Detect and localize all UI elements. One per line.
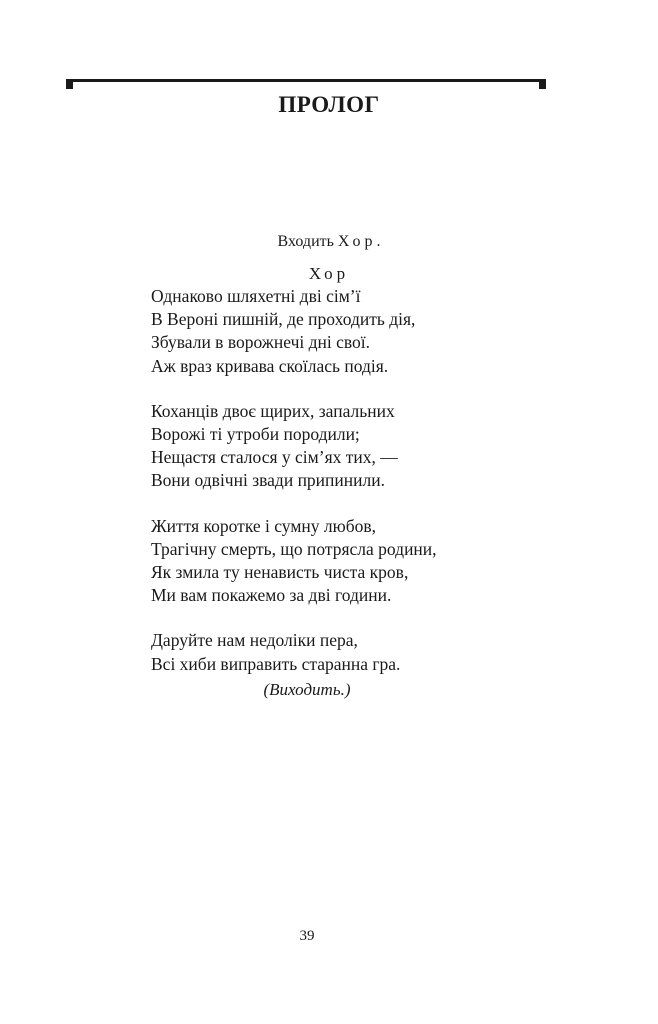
poem-line: Коханців двоє щирих, запальних <box>151 400 395 421</box>
page-number: 39 <box>299 928 315 944</box>
poem-line: В Вероні пишній, де проходить дія, <box>151 309 416 330</box>
poem-line: Ворожі ті утроби породили; <box>151 424 360 445</box>
stanza <box>151 400 437 493</box>
exit-stage-direction: (Виходить.) <box>263 680 351 699</box>
stage-direction <box>0 233 658 251</box>
stanza <box>151 515 437 608</box>
poem-line: Всі хиби виправить старанна гра. <box>151 653 401 674</box>
stage-direction-period: . <box>376 233 381 250</box>
poem-line: Як змила ту ненависть чиста кров, <box>151 562 409 583</box>
poem-line: Трагічну смерть, що потрясла родини, <box>151 538 437 559</box>
poem-line: Нещастя сталося у сім’ях тих, — <box>151 447 398 468</box>
stage-direction-character: Хор <box>337 233 377 250</box>
poem-line: Збували в ворожнечі дні свої. <box>151 332 371 353</box>
header-rule <box>66 79 546 82</box>
poem-line: Даруйте нам недоліки пера, <box>151 630 358 651</box>
poem-line: Однаково шляхетні дві сім’ї <box>151 286 361 306</box>
page-title: ПРОЛОГ <box>278 92 380 117</box>
stage-direction-verb: Входить <box>277 233 334 250</box>
header-ornament-left <box>66 82 73 89</box>
poem-line: Вони одвічні звади припинили. <box>151 470 385 491</box>
poem-line: Життя коротке і сумну любов, <box>151 515 376 536</box>
poem-line: Ми вам покажемо за дві години. <box>151 585 392 606</box>
header-ornament-right <box>539 82 546 89</box>
poem-line: Аж враз кривава скоїлась подія. <box>151 355 389 376</box>
speaker-name: Хор <box>308 264 350 283</box>
stanza <box>151 629 437 675</box>
stanza <box>151 285 437 378</box>
poem-text <box>151 285 437 676</box>
